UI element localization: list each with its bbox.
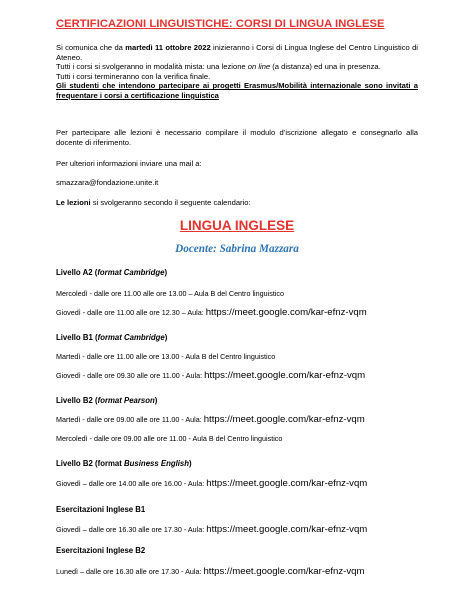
intro-line-final: Tutti i corsi termineranno con la verifica finale.: [56, 71, 211, 81]
contact-email[interactable]: smazzara@fondazione.unite.it: [56, 178, 159, 187]
schedule-slot: Giovedì – dalle ore 16.30 alle ore 17.30 - Aula: https://meet.google.com/kar-efnz-vqm: [56, 524, 368, 535]
meet-link[interactable]: https://meet.google.com/kar-efnz-vqm: [203, 566, 365, 577]
intro-line-mode: Tutti i corsi si svolgeranno in modalità mista: una lezione on line (a distanza) ed una in presenza.: [56, 62, 381, 72]
meet-link[interactable]: https://meet.google.com/kar-efnz-vqm: [203, 414, 365, 425]
schedule-slot: Mercoledì - dalle ore 11.00 alle ore 13.00 – Aula B del Centro linguistico: [56, 289, 285, 298]
intro-block: [56, 43, 418, 101]
schedule-slot: Mercoledì - dalle ore 09.00 alle ore 11.00 - Aula B del Centro linguistico: [56, 434, 283, 443]
erasmus-notice: Gli studenti che intendono partecipare ai progetti Erasmus/Mobilità internazionale sono invitati a frequentare i corsi a certificazione linguistica: [56, 81, 418, 100]
section-title: LINGUA INGLESE: [179, 218, 295, 233]
enroll-paragraph: Per partecipare alle lezioni è necessario compilare il modulo d’iscrizione allegato e consegnarlo alla docente di riferimento.: [56, 128, 418, 147]
level-title: Esercitazioni Inglese B2: [56, 546, 146, 555]
level-title: Livello B1 (format Cambridge): [56, 333, 168, 342]
meet-link[interactable]: https://meet.google.com/kar-efnz-vqm: [205, 307, 367, 318]
intro-line-start: Si comunica che da martedì 11 ottobre 2022 inizieranno i Corsi di Lingua Inglese del Centro Linguistico di Ateneo.: [56, 43, 418, 62]
level-title: Livello A2 (format Cambridge): [56, 268, 168, 277]
schedule-slot: Giovedì - dalle ore 09.30 alle ore 11.00 - Aula: https://meet.google.com/kar-efnz-vqm: [56, 370, 366, 381]
info-paragraph: Per ulteriori informazioni inviare una mail a:: [56, 159, 202, 168]
schedule-slot: Martedì - dalle ore 09.00 alle ore 11.00 - Aula: https://meet.google.com/kar-efnz-vqm: [56, 414, 365, 425]
level-title: Livello B2 (format Pearson): [56, 396, 158, 405]
meet-link[interactable]: https://meet.google.com/kar-efnz-vqm: [206, 524, 368, 535]
start-date: martedì 11 ottobre 2022: [125, 43, 211, 52]
schedule-slot: Giovedì – dalle ore 14.00 alle ore 16.00 - Aula: https://meet.google.com/kar-efnz-vqm: [56, 478, 368, 489]
document-title: CERTIFICAZIONI LINGUISTICHE: CORSI DI LINGUA INGLESE: [56, 18, 385, 30]
calendar-intro: Le lezioni si svolgeranno secondo il seguente calendario:: [56, 198, 251, 207]
meet-link[interactable]: https://meet.google.com/kar-efnz-vqm: [206, 478, 368, 489]
schedule-slot: Lunedì – dalle ore 16.30 alle ore 17.30 - Aula: https://meet.google.com/kar-efnz-vqm: [56, 566, 365, 577]
schedule-slot: Martedì - dalle ore 11.00 alle ore 13.00 - Aula B del Centro linguistico: [56, 352, 276, 361]
schedule-slot: Giovedì - dalle ore 11.00 alle ore 12.30 – Aula: https://meet.google.com/kar-efnz-vqm: [56, 307, 367, 318]
meet-link[interactable]: https://meet.google.com/kar-efnz-vqm: [204, 370, 366, 381]
level-title: Livello B2 (format Business English): [56, 459, 192, 468]
level-title: Esercitazioni Inglese B1: [56, 505, 146, 514]
teacher-name: Docente: Sabrina Mazzara: [175, 243, 299, 255]
